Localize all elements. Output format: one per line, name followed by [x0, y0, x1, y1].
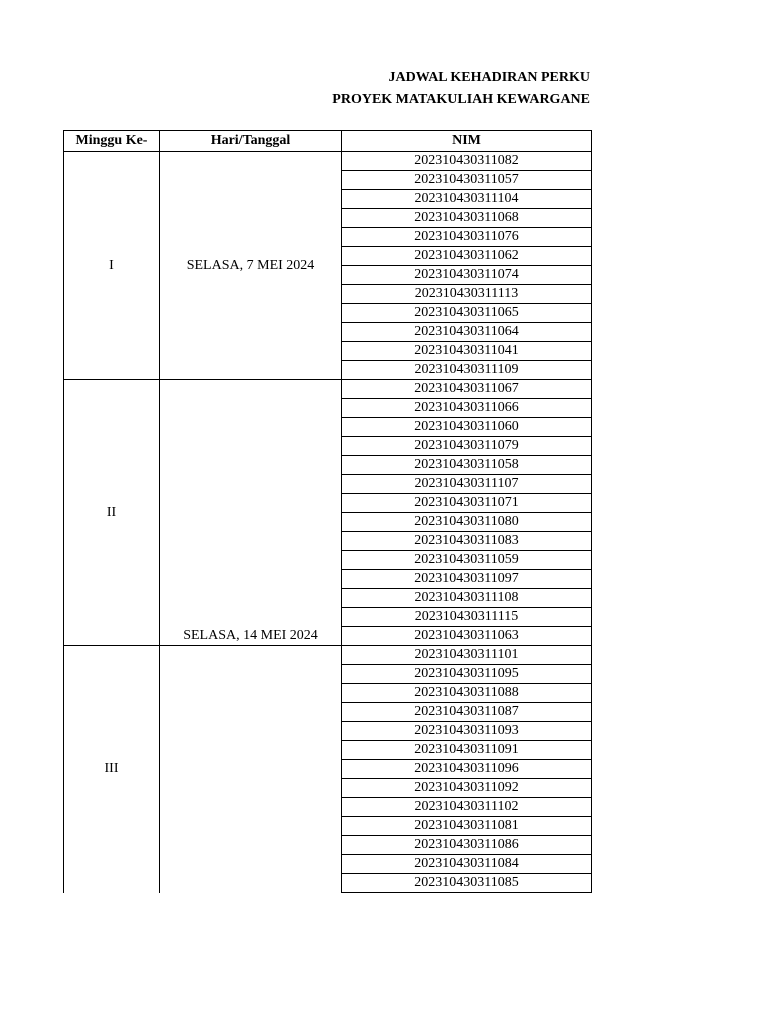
- table-body: [64, 152, 592, 893]
- nim-cell: 202310430311109: [342, 361, 592, 380]
- document-title: JADWAL KEHADIRAN PERKU: [388, 70, 590, 85]
- nim-cell: 202310430311079: [342, 437, 592, 456]
- nim-cell: 202310430311115: [342, 608, 592, 627]
- nim-cell: 202310430311064: [342, 323, 592, 342]
- nim-cell: 202310430311063: [342, 627, 592, 646]
- nim-cell: 202310430311067: [342, 380, 592, 399]
- date-cell: [160, 646, 342, 893]
- nim-cell: 202310430311096: [342, 760, 592, 779]
- column-header-week: Minggu Ke-: [64, 131, 160, 152]
- nim-cell: 202310430311083: [342, 532, 592, 551]
- nim-cell: 202310430311081: [342, 817, 592, 836]
- nim-cell: 202310430311085: [342, 874, 592, 893]
- nim-cell: 202310430311113: [342, 285, 592, 304]
- table-row: [64, 646, 592, 665]
- nim-cell: 202310430311101: [342, 646, 592, 665]
- table-row: [64, 380, 592, 399]
- table-header-row: [64, 131, 592, 152]
- nim-cell: 202310430311057: [342, 171, 592, 190]
- nim-cell: 202310430311071: [342, 494, 592, 513]
- nim-cell: 202310430311102: [342, 798, 592, 817]
- nim-cell: 202310430311058: [342, 456, 592, 475]
- table-row: [64, 152, 592, 171]
- nim-cell: 202310430311059: [342, 551, 592, 570]
- nim-cell: 202310430311093: [342, 722, 592, 741]
- nim-cell: 202310430311091: [342, 741, 592, 760]
- week-number-cell: II: [64, 380, 160, 646]
- nim-cell: 202310430311104: [342, 190, 592, 209]
- nim-cell: 202310430311065: [342, 304, 592, 323]
- nim-cell: 202310430311074: [342, 266, 592, 285]
- nim-cell: 202310430311080: [342, 513, 592, 532]
- nim-cell: 202310430311068: [342, 209, 592, 228]
- attendance-schedule-table: [63, 130, 592, 893]
- nim-cell: 202310430311062: [342, 247, 592, 266]
- date-cell: SELASA, 7 MEI 2024: [160, 152, 342, 380]
- column-header-nim: NIM: [342, 131, 592, 152]
- nim-cell: 202310430311087: [342, 703, 592, 722]
- nim-cell: 202310430311060: [342, 418, 592, 437]
- column-header-date: Hari/Tanggal: [160, 131, 342, 152]
- nim-cell: 202310430311097: [342, 570, 592, 589]
- nim-cell: 202310430311088: [342, 684, 592, 703]
- nim-cell: 202310430311041: [342, 342, 592, 361]
- nim-cell: 202310430311092: [342, 779, 592, 798]
- nim-cell: 202310430311107: [342, 475, 592, 494]
- nim-cell: 202310430311084: [342, 855, 592, 874]
- nim-cell: 202310430311086: [342, 836, 592, 855]
- document-subtitle: PROYEK MATAKULIAH KEWARGANE: [332, 92, 590, 107]
- week-number-cell: I: [64, 152, 160, 380]
- week-number-cell: III: [64, 646, 160, 893]
- nim-cell: 202310430311095: [342, 665, 592, 684]
- nim-cell: 202310430311082: [342, 152, 592, 171]
- nim-cell: 202310430311076: [342, 228, 592, 247]
- date-cell: SELASA, 14 MEI 2024: [160, 380, 342, 646]
- nim-cell: 202310430311066: [342, 399, 592, 418]
- nim-cell: 202310430311108: [342, 589, 592, 608]
